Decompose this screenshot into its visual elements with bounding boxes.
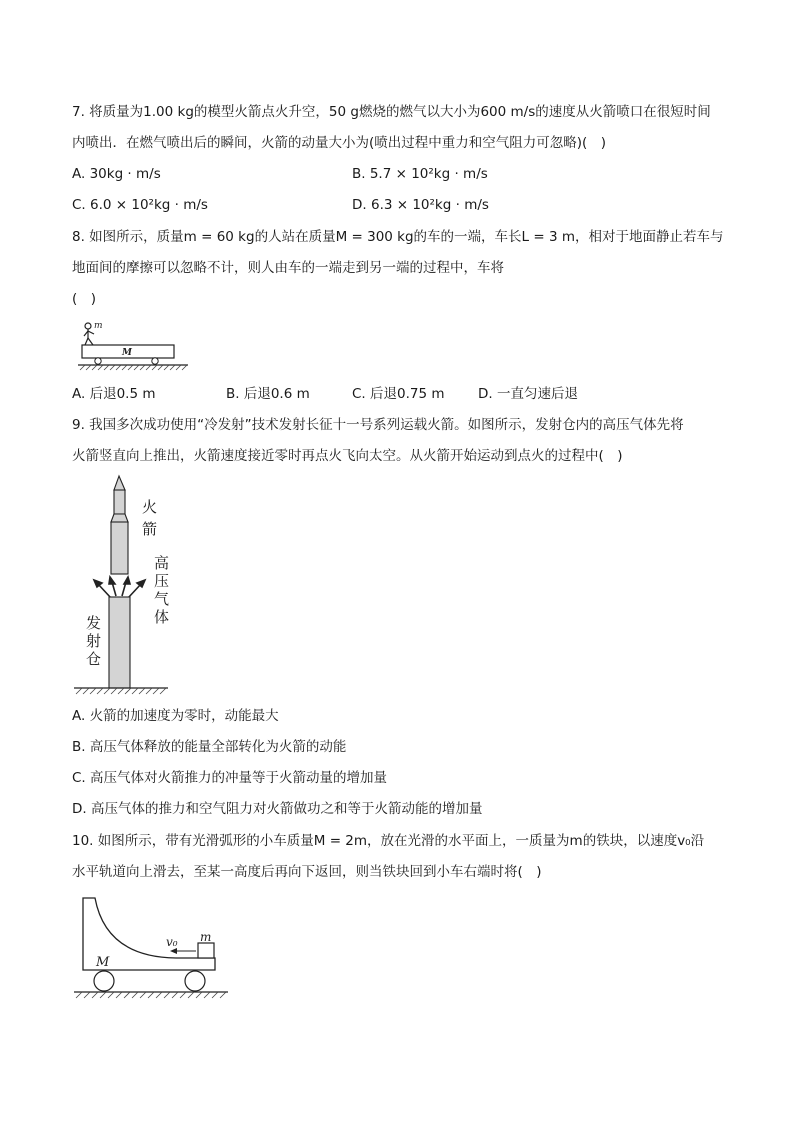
q9-option-d: D. 高压气体的推力和空气阻力对火箭做功之和等于火箭动能的增加量 [72, 801, 483, 817]
q8-stem-line3: ( ) [72, 291, 97, 307]
gas-label-4: 体 [154, 608, 170, 626]
rocket-label-2: 箭 [142, 520, 158, 538]
gas-label-1: 高 [154, 554, 170, 572]
q10-velocity-label: v₀ [166, 935, 178, 949]
q10-block-label: m [200, 930, 212, 944]
q7-option-a: A. 30kg · m/s [72, 166, 161, 182]
q8-option-b: B. 后退0.6 m [226, 386, 310, 402]
silo-label-1: 发 [86, 614, 102, 632]
q8-stem-line1: 8. 如图所示，质量m = 60 kg的人站在质量M = 300 kg的车的一端，车长L = 3 m，相对于地面静止若车与 [72, 229, 724, 245]
q10-stem-line1: 10. 如图所示，带有光滑弧形的小车质量M = 2m，放在光滑的水平面上，一质量为m的铁块，以速度v₀沿 [72, 833, 705, 849]
q7-option-c: C. 6.0 × 10²kg · m/s [72, 197, 208, 213]
q8-option-c: C. 后退0.75 m [352, 386, 445, 402]
q10-stem-line2: 水平轨道向上滑去，至某一高度后再向下返回，则当铁块回到小车右端时将( ) [72, 864, 542, 880]
q7-stem-line1: 7. 将质量为1.00 kg的模型火箭点火升空，50 g燃烧的燃气以大小为600 m/s的速度从火箭喷口在很短时间 [72, 104, 711, 120]
q8-stem-line2: 地面间的摩擦可以忽略不计，则人由车的一端走到另一端的过程中，车将 [72, 260, 504, 276]
q8-option-d: D. 一直匀速后退 [478, 386, 578, 402]
q7-stem-line2: 内喷出．在燃气喷出后的瞬间，火箭的动量大小为(喷出过程中重力和空气阻力可忽略)( ) [72, 135, 607, 151]
gas-label-3: 气 [154, 590, 170, 608]
silo-label-2: 射 [86, 632, 102, 650]
q8-person-label: m [94, 321, 103, 331]
rocket-label-1: 火 [142, 498, 158, 516]
q10-cart-label: M [96, 955, 110, 970]
q7-option-b: B. 5.7 × 10²kg · m/s [352, 166, 488, 182]
q8-cart-label: M [122, 348, 132, 358]
gas-label-2: 压 [154, 572, 170, 590]
silo-label-3: 仓 [86, 650, 102, 668]
q9-option-b: B. 高压气体释放的能量全部转化为火箭的动能 [72, 739, 347, 755]
q9-option-c: C. 高压气体对火箭推力的冲量等于火箭动量的增加量 [72, 770, 388, 786]
q9-stem-line2: 火箭竖直向上推出，火箭速度接近零时再点火飞向太空。从火箭开始运动到点火的过程中( ) [72, 448, 623, 464]
q9-stem-line1: 9. 我国多次成功使用“冷发射”技术发射长征十一号系列运载火箭。如图所示，发射仓内的高压气体先将 [72, 417, 684, 433]
q7-option-d: D. 6.3 × 10²kg · m/s [352, 197, 489, 213]
q8-option-a: A. 后退0.5 m [72, 386, 156, 402]
q9-option-a: A. 火箭的加速度为零时，动能最大 [72, 708, 279, 724]
